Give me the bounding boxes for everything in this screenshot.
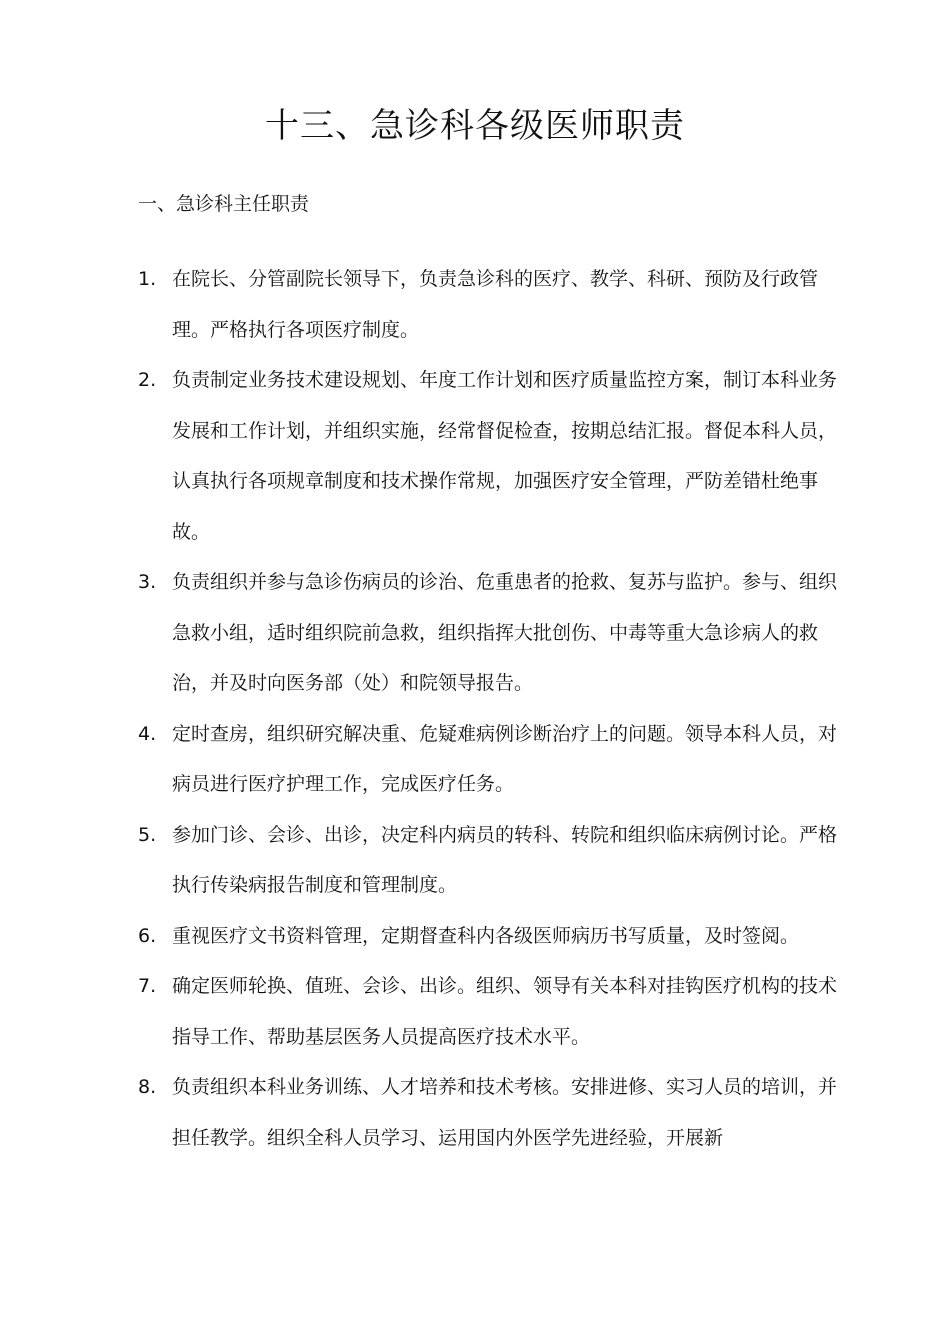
duty-item-number: 3. xyxy=(138,571,157,593)
duty-item-number: 1. xyxy=(138,268,157,290)
duty-item-number: 5. xyxy=(138,823,157,846)
duty-list xyxy=(138,254,838,1163)
duty-item-number: 7. xyxy=(138,975,157,997)
duty-item-number: 4. xyxy=(138,722,157,745)
duty-item-6 xyxy=(138,911,838,962)
duty-item-text: 定时查房，组织研究解决重、危疑难病例诊断治疗上的问题。领导本科人员，对病员进行医疗护理工作，完成医疗任务。 xyxy=(172,722,838,795)
duty-item-number: 8. xyxy=(138,1076,157,1098)
duty-item-text: 参加门诊、会诊、出诊，决定科内病员的转科、转院和组织临床病例讨论。严格执行传染病报告制度和管理制度。 xyxy=(172,823,838,896)
duty-item-1 xyxy=(138,254,838,355)
duty-item-7 xyxy=(138,961,838,1062)
duty-item-number: 6. xyxy=(138,924,157,947)
duty-item-number: 2. xyxy=(138,369,157,391)
duty-item-4 xyxy=(138,709,838,810)
duty-item-5 xyxy=(138,810,838,911)
duty-item-text: 负责制定业务技术建设规划、年度工作计划和医疗质量监控方案，制订本科业务发展和工作计划，并组织实施，经常督促检查，按期总结汇报。督促本科人员，认真执行各项规章制度和技术操作常规，加强医疗安全管理，严防差错杜绝事故。 xyxy=(172,369,838,543)
duty-item-text: 确定医师轮换、值班、会诊、出诊。组织、领导有关本科对挂钩医疗机构的技术指导工作、帮助基层医务人员提高医疗技术水平。 xyxy=(172,975,838,1048)
duty-item-text: 负责组织本科业务训练、人才培养和技术考核。安排进修、实习人员的培训，并担任教学。组织全科人员学习、运用国内外医学先进经验，开展新 xyxy=(172,1076,838,1149)
duty-item-text: 在院长、分管副院长领导下，负责急诊科的医疗、教学、科研、预防及行政管理。严格执行各项医疗制度。 xyxy=(172,268,819,341)
duty-item-2 xyxy=(138,355,838,557)
duty-item-3 xyxy=(138,557,838,709)
duty-item-text: 负责组织并参与急诊伤病员的诊治、危重患者的抢救、复苏与监护。参与、组织急救小组，适时组织院前急救，组织指挥大批创伤、中毒等重大急诊病人的救治，并及时向医务部（处）和院领导报告。 xyxy=(172,571,838,694)
section-heading: 一、急诊科主任职责 xyxy=(138,193,310,215)
document-title: 十三、急诊科各级医师职责 xyxy=(265,106,685,146)
duty-item-text: 重视医疗文书资料管理，定期督查科内各级医师病历书写质量，及时签阅。 xyxy=(172,924,800,947)
duty-item-8 xyxy=(138,1062,838,1163)
